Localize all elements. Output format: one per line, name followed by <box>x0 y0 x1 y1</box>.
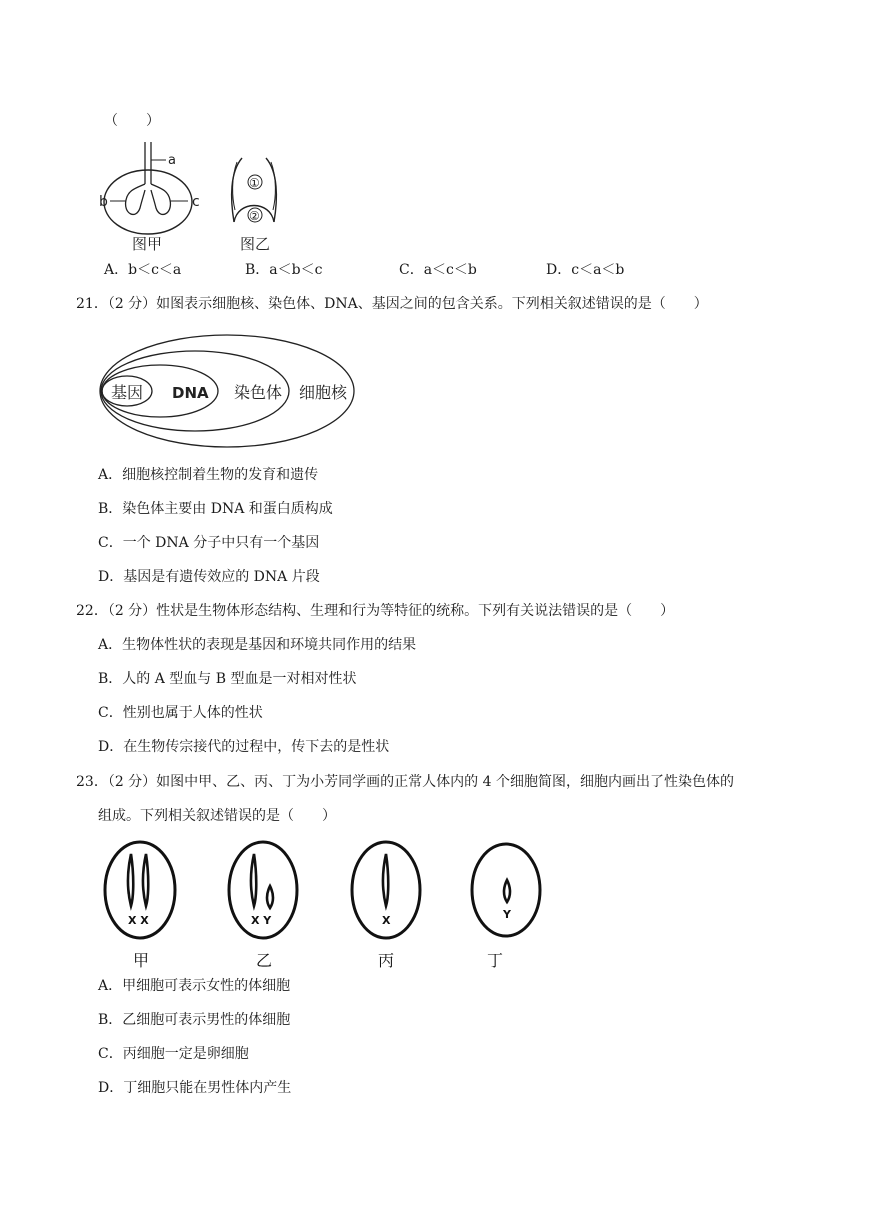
q21-label-gene: 基因 <box>111 383 144 402</box>
q21-option-d[interactable]: D．基因是有遗传效应的 DNA 片段 <box>98 569 320 585</box>
q20-option-c[interactable]: C．a＜c＜b <box>399 262 477 278</box>
q23-chrom-jia: X X <box>128 914 149 927</box>
q23-cells-figure <box>96 832 556 972</box>
q21-label-chromosome: 染色体 <box>234 383 283 402</box>
q23-cell-jia <box>105 842 175 970</box>
q20-option-d[interactable]: D．c＜a＜b <box>546 262 625 278</box>
q23-chrom-yi: X Y <box>251 914 272 927</box>
q23-caption-jia: 甲 <box>133 951 150 970</box>
q20-figure-yi <box>222 138 292 258</box>
q20-label-b: b <box>99 194 108 210</box>
q21-option-a[interactable]: A．细胞核控制着生物的发育和遗传 <box>98 467 319 483</box>
q23-stem-line1: 23．（2 分）如图中甲、乙、丙、丁为小芳同学画的正常人体内的 4 个细胞简图，细胞内画出了性染色体的 <box>76 774 734 790</box>
q20-option-a[interactable]: A．b＜c＜a <box>104 262 182 278</box>
q20-label-2: ② <box>249 209 260 223</box>
q21-nesting-diagram <box>98 330 368 450</box>
q22-option-b[interactable]: B．人的 A 型血与 B 型血是一对相对性状 <box>98 671 357 687</box>
q21-label-nucleus: 细胞核 <box>299 383 348 402</box>
q23-chrom-bing: X <box>382 914 391 927</box>
q20-label-a: a <box>168 153 176 168</box>
q23-caption-bing: 丙 <box>378 951 395 970</box>
q20-label-c: c <box>192 194 200 210</box>
q23-option-b[interactable]: B．乙细胞可表示男性的体细胞 <box>98 1012 291 1028</box>
q21-option-b[interactable]: B．染色体主要由 DNA 和蛋白质构成 <box>98 501 333 517</box>
q20-label-1: ① <box>249 176 260 190</box>
q20-option-b[interactable]: B．a＜b＜c <box>245 262 323 278</box>
q22-option-d[interactable]: D．在生物传宗接代的过程中，传下去的是性状 <box>98 739 390 755</box>
q23-stem-line2: 组成。下列相关叙述错误的是（ ） <box>98 808 336 824</box>
q23-option-a[interactable]: A．甲细胞可表示女性的体细胞 <box>98 978 291 994</box>
q23-cell-ding <box>472 844 540 970</box>
q23-option-c[interactable]: C．丙细胞一定是卵细胞 <box>98 1046 249 1062</box>
q21-label-dna: DNA <box>172 384 209 402</box>
q23-caption-ding: 丁 <box>487 951 504 970</box>
q22-stem: 22．（2 分）性状是生物体形态结构、生理和行为等特征的统称。下列有关说法错误的是（ ） <box>76 603 675 619</box>
q23-chrom-ding: Y <box>503 908 511 921</box>
q22-option-c[interactable]: C．性别也属于人体的性状 <box>98 705 263 721</box>
q21-option-c[interactable]: C．一个 DNA 分子中只有一个基因 <box>98 535 320 551</box>
q20-caption-jia: 图甲 <box>132 235 163 253</box>
q20-answer-bracket: （ ） <box>104 113 160 129</box>
q20-caption-yi: 图乙 <box>240 235 271 253</box>
q23-option-d[interactable]: D．丁细胞只能在男性体内产生 <box>98 1080 292 1096</box>
q22-option-a[interactable]: A．生物体性状的表现是基因和环境共同作用的结果 <box>98 637 417 653</box>
q21-stem: 21．（2 分）如图表示细胞核、染色体、DNA、基因之间的包含关系。下列相关叙述错误的是（ ） <box>76 296 708 312</box>
q23-cell-yi <box>229 842 297 970</box>
q23-caption-yi: 乙 <box>256 951 273 970</box>
q20-figure-jia <box>96 138 216 258</box>
q23-cell-bing <box>352 842 420 970</box>
